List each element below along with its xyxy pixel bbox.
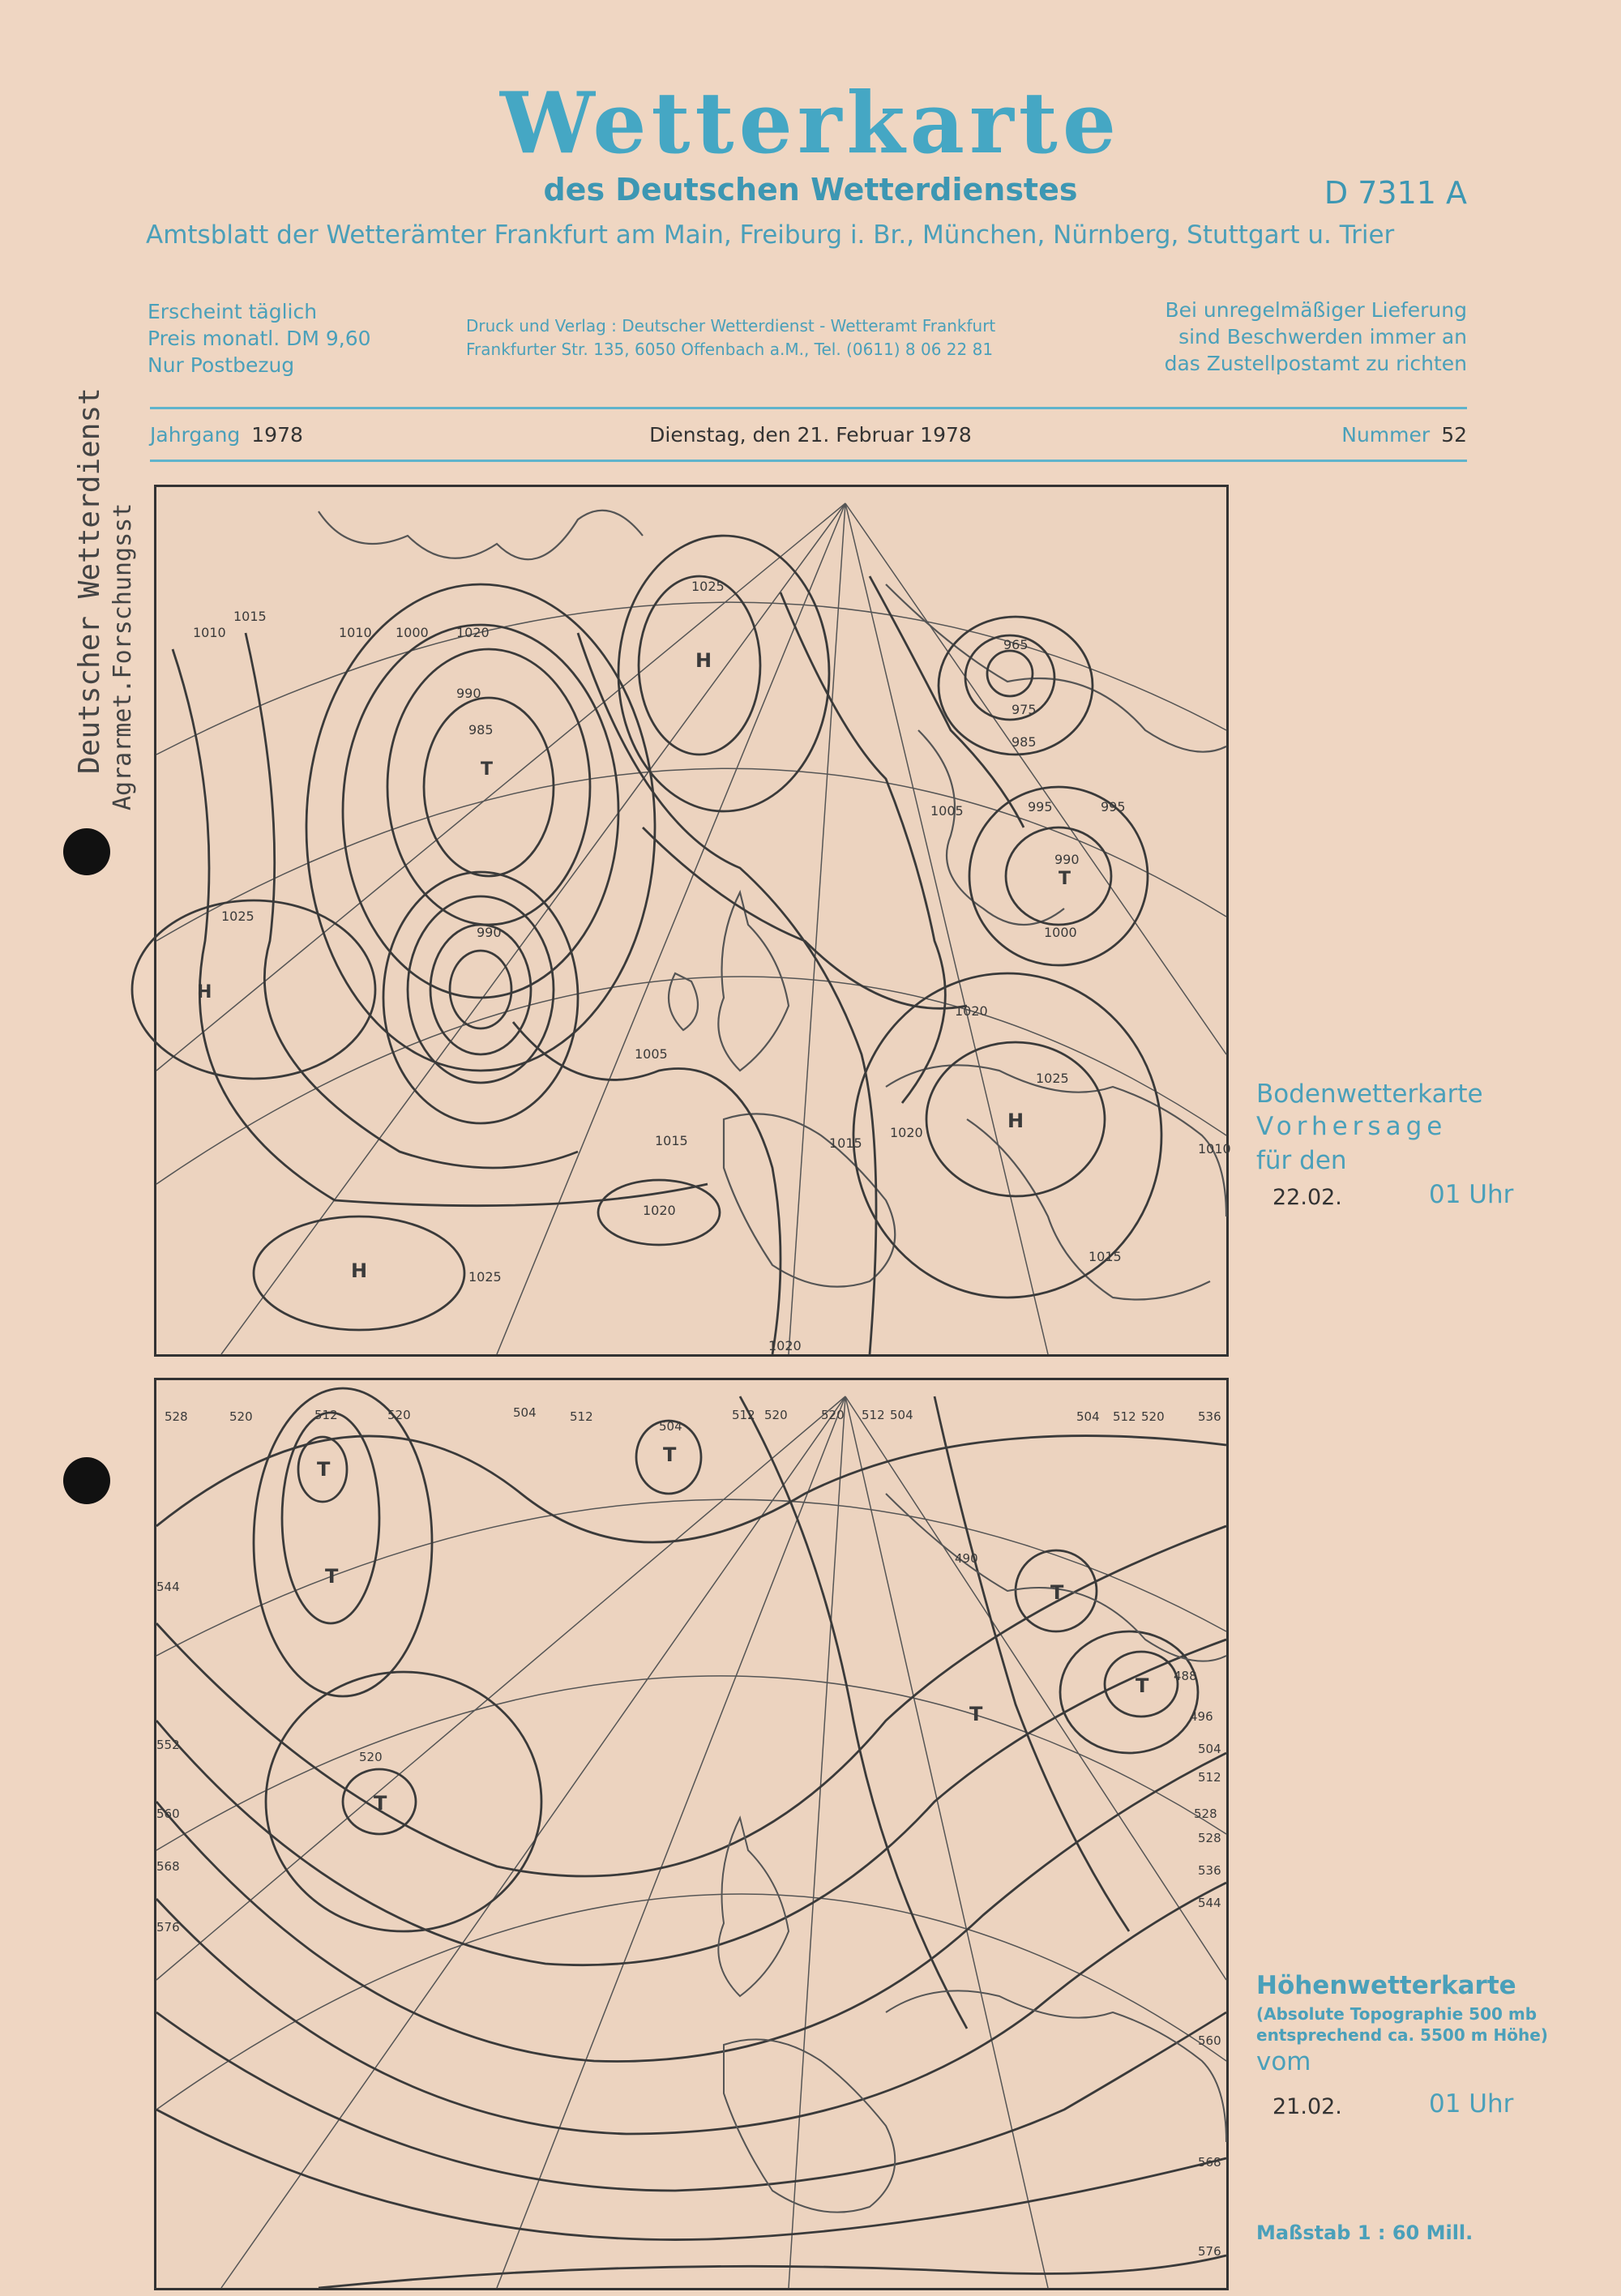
map-scale: Maßstab 1 : 60 Mill. (1256, 2221, 1473, 2244)
meridian-line (845, 503, 1226, 1054)
contour-value: 512 (1113, 1409, 1136, 1424)
contour-value: 520 (821, 1408, 845, 1422)
jahrgang-label: Jahrgang (150, 423, 241, 447)
isobar-value: 990 (456, 686, 481, 701)
upper-map-graticule (156, 1396, 1226, 2288)
contour-value: 552 (156, 1738, 180, 1752)
contour-value: 568 (1198, 2155, 1221, 2170)
contour-line (254, 1388, 432, 1696)
isobar-value: 965 (1003, 637, 1029, 652)
high-pressure-h: H (1007, 1110, 1024, 1132)
nummer-value: 52 (1441, 423, 1467, 447)
coastline (886, 1494, 1226, 1661)
upper-map-date: 21.02. (1272, 2094, 1342, 2119)
upper-map-contours (156, 1388, 1226, 2288)
info-middle-line: Druck und Verlag : Deutscher Wetterdienst - Wetteramt Frankfurt (466, 316, 996, 336)
contour-value: 512 (1198, 1770, 1221, 1785)
coastline (724, 1114, 895, 1286)
contour-value: 520 (229, 1409, 253, 1424)
surface-map-caption-forecast: Vorhersage (1256, 1112, 1448, 1141)
coastline (918, 730, 1064, 925)
latitude-line (156, 1499, 1226, 1656)
isobar-value: 1000 (396, 625, 429, 640)
surface-map-isobars (132, 536, 1161, 1354)
coastline (886, 1990, 1226, 2142)
isobar-value: 975 (1012, 702, 1037, 717)
high-pressure-h: H (197, 982, 212, 1003)
meridian-line (156, 503, 845, 1071)
contour-value: 504 (513, 1405, 537, 1420)
isobar-value: 1010 (193, 625, 226, 640)
contour-value: 528 (165, 1409, 188, 1424)
contour-value: 576 (1198, 2244, 1221, 2259)
isobar-value: 1010 (1198, 1141, 1231, 1157)
contour-value: 504 (659, 1419, 682, 1434)
isobar-value: 990 (1054, 852, 1080, 867)
header-rule-bottom (150, 460, 1467, 462)
contour-value: 560 (1198, 2033, 1221, 2048)
isobar-value: 1020 (768, 1338, 802, 1353)
contour-value: 560 (156, 1806, 180, 1821)
upper-map-caption-from: vom (1256, 2047, 1311, 2076)
contour-value: 520 (1141, 1409, 1165, 1424)
latitude-line (156, 1894, 1226, 2110)
isobar-value: 1015 (655, 1133, 688, 1148)
punch-hole (63, 1457, 110, 1504)
contour-value: 528 (1198, 1831, 1221, 1845)
isobar-value: 1025 (1036, 1071, 1069, 1086)
coastline (669, 973, 698, 1030)
low-center-t: T (374, 1792, 387, 1815)
isobar-value: 985 (468, 722, 494, 738)
isobar-value: 995 (1101, 799, 1126, 815)
isobar-value: 1015 (829, 1135, 862, 1151)
info-left-line: Erscheint täglich (148, 300, 318, 323)
amtsblatt-line: Amtsblatt der Wetterämter Frankfurt am Main, Freiburg i. Br., München, Nürnberg, Stuttgart u. Trier (146, 220, 1395, 250)
low-center-t: T (317, 1458, 331, 1481)
upper-map-svg (156, 1380, 1226, 2288)
coastline (718, 892, 789, 1071)
isobar-value: 1020 (456, 625, 490, 640)
contour-value: 536 (1198, 1863, 1221, 1878)
surface-map-labels (193, 579, 1231, 1353)
punch-hole (63, 828, 110, 875)
info-left-line: Nur Postbezug (148, 353, 295, 377)
surface-weather-map (154, 485, 1229, 1357)
isobar-value: 1020 (643, 1203, 676, 1218)
stamp-line-1: Deutscher Wetterdienst (73, 387, 106, 774)
contour-value: 496 (1190, 1709, 1213, 1724)
isobar (173, 649, 708, 1206)
contour-line (156, 1753, 1226, 2062)
isobar-value: 1015 (1089, 1249, 1122, 1264)
contour-value: 568 (156, 1859, 180, 1874)
contour-line (156, 2110, 1226, 2240)
isobar-value: 1025 (221, 909, 254, 924)
coastline (886, 584, 1226, 752)
meridian-line (497, 503, 845, 1354)
contour-line (156, 2012, 1226, 2191)
low-center-t: T (969, 1703, 983, 1725)
isobar-value: 1025 (468, 1269, 502, 1285)
upper-map-caption-line: entsprechend ca. 5500 m Höhe) (1256, 2025, 1548, 2045)
issue-date: Dienstag, den 21. Februar 1978 (649, 423, 972, 447)
meridian-line (497, 1396, 845, 2288)
isobar-value: 1020 (955, 1003, 988, 1019)
isobar-value: 985 (1012, 734, 1037, 750)
contour-value: 490 (955, 1551, 978, 1566)
isobar-value: 1010 (339, 625, 372, 640)
meridian-line (845, 1396, 1048, 2288)
isobar-value: 1000 (1044, 925, 1077, 940)
contour-value: 520 (359, 1750, 383, 1764)
isobar (578, 633, 876, 1354)
contour-value: 528 (1194, 1806, 1217, 1821)
low-center-t: T (1136, 1674, 1149, 1697)
stamp-line-2: Agrarmet.Forschungsst (109, 502, 137, 810)
jahrgang-value: 1978 (251, 423, 303, 447)
contour-line (740, 1396, 967, 2029)
contour-value: 488 (1174, 1669, 1197, 1683)
isobar (343, 625, 618, 998)
publication-code: D 7311 A (1324, 175, 1467, 211)
contour-line (266, 1672, 541, 1931)
contour-value: 520 (764, 1408, 788, 1422)
contour-value: 544 (1198, 1896, 1221, 1910)
isobar (387, 649, 590, 925)
contour-value: 536 (1198, 1409, 1221, 1424)
upper-map-time: 01 Uhr (1429, 2089, 1514, 2119)
nummer-label: Nummer (1341, 423, 1431, 447)
info-middle (466, 314, 995, 361)
isobar (450, 951, 511, 1028)
isobar (430, 925, 531, 1054)
upper-air-map (154, 1378, 1229, 2290)
latitude-line (156, 602, 1226, 755)
contour-value: 576 (156, 1920, 180, 1935)
contour-value: 504 (1198, 1742, 1221, 1756)
contour-line (319, 2255, 1226, 2288)
contour-line (282, 1413, 379, 1623)
low-center-t: T (325, 1565, 339, 1588)
low-pressure-t: T (481, 759, 494, 780)
contour-value: 520 (387, 1408, 411, 1422)
info-right-line: das Zustellpostamt zu richten (1164, 352, 1467, 375)
info-left-line: Preis monatl. DM 9,60 (148, 327, 371, 350)
surface-map-time: 01 Uhr (1429, 1180, 1514, 1209)
subtitle: des Deutschen Wetterdienstes (543, 172, 1078, 207)
issue-number (1341, 423, 1467, 447)
contour-value: 512 (862, 1408, 885, 1422)
isobar-value: 1005 (930, 803, 964, 819)
contour-value: 512 (314, 1408, 338, 1422)
low-center-t: T (663, 1443, 677, 1466)
surface-map-date: 22.02. (1272, 1185, 1342, 1210)
info-right (1165, 297, 1467, 377)
isobar-value: 1015 (233, 609, 267, 624)
coastline (319, 511, 643, 559)
surface-map-svg (156, 487, 1231, 1354)
info-middle-line: Frankfurter Str. 135, 6050 Offenbach a.M., Tel. (0611) 8 06 22 81 (466, 340, 994, 359)
isobar (513, 1022, 781, 1354)
info-right-line: Bei unregelmäßiger Lieferung (1165, 298, 1467, 322)
surface-map-caption-title: Bodenwetterkarte (1256, 1080, 1483, 1109)
archive-stamp (73, 324, 162, 843)
surface-map-caption-for: für den (1256, 1146, 1347, 1175)
contour-value: 544 (156, 1580, 180, 1594)
header-rule-top (150, 407, 1467, 409)
upper-map-caption-line: (Absolute Topographie 500 mb (1256, 2004, 1538, 2024)
isobar-value: 1005 (635, 1046, 668, 1062)
isobar-value: 1020 (890, 1125, 923, 1140)
high-pressure-h: H (351, 1259, 368, 1282)
contour-value: 512 (732, 1408, 755, 1422)
isobar-value: 990 (477, 925, 502, 940)
isobar-value: 995 (1028, 799, 1053, 815)
upper-map-caption-title: Höhenwetterkarte (1256, 1971, 1516, 2000)
low-center-t: T (1050, 1581, 1064, 1604)
contour-line (156, 1883, 1226, 2134)
masthead-title: Wetterkarte (500, 73, 1121, 173)
contour-line (935, 1396, 1129, 1931)
info-left (148, 298, 371, 378)
meridian-line (221, 1396, 845, 2288)
low-pressure-t: T (1059, 869, 1071, 889)
coastline (718, 1818, 789, 1996)
upper-map-coastlines (718, 1494, 1226, 2213)
meridian-line (789, 1396, 845, 2288)
coastline (886, 1065, 1226, 1216)
contour-value: 512 (570, 1409, 593, 1424)
contour-value: 504 (890, 1408, 913, 1422)
info-right-line: sind Beschwerden immer an (1178, 325, 1467, 348)
contour-value: 504 (1076, 1409, 1100, 1424)
isobar-value: 1025 (691, 579, 725, 594)
high-pressure-h: H (695, 649, 712, 672)
upper-map-caption-subtitle (1256, 2003, 1548, 2046)
isobar (132, 900, 375, 1079)
